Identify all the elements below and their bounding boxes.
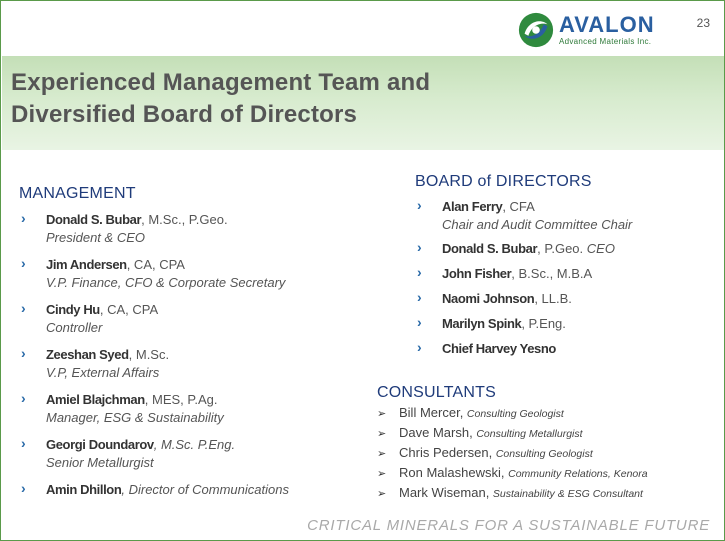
director-credentials: , CFA — [502, 199, 535, 214]
consultant-name: Bill Mercer — [399, 405, 460, 420]
director-credentials: , P.Eng. — [521, 316, 566, 331]
bullet-chevron-icon: › — [21, 480, 26, 496]
bullet-chevron-icon: › — [417, 239, 422, 255]
bullet-arrow-icon: ➢ — [377, 468, 387, 480]
director-name: John Fisher — [442, 266, 512, 281]
board-name-line — [442, 340, 715, 358]
consultant-name: Ron Malashewski — [399, 465, 501, 480]
person-role: V.P. Finance, CFO & Corporate Secretary — [46, 275, 286, 290]
management-list — [19, 211, 359, 509]
footer-tagline: CRITICAL MINERALS FOR A SUSTAINABLE FUTURE — [307, 517, 710, 534]
board-name-line — [442, 265, 715, 283]
management-item — [19, 211, 359, 246]
bullet-chevron-icon: › — [417, 339, 422, 355]
consultant-separator: , — [485, 485, 493, 500]
slide-title — [11, 67, 430, 131]
person-role: Senior Metallurgist — [46, 455, 154, 470]
board-item — [415, 265, 715, 283]
person-credentials: , M.Sc. — [128, 347, 170, 362]
board-name-line — [442, 315, 715, 333]
consultant-name: Mark Wiseman — [399, 485, 486, 500]
company-logo — [517, 11, 655, 49]
person-credentials: , Director of Communications — [121, 482, 289, 497]
management-item — [19, 481, 359, 499]
bullet-chevron-icon: › — [21, 210, 26, 226]
management-name-line — [46, 211, 359, 229]
director-name: Marilyn Spink — [442, 316, 522, 331]
person-role: Controller — [46, 320, 103, 335]
avalon-logo-icon — [517, 11, 555, 49]
consultant-role: Consulting Metallurgist — [476, 428, 583, 440]
board-name-line — [442, 290, 715, 308]
consultant-role: Sustainability & ESG Consultant — [492, 488, 643, 500]
title-line-2: Diversified Board of Directors — [11, 101, 358, 128]
board-heading: BOARD of DIRECTORS — [415, 173, 592, 190]
director-credentials: , P.Geo. — [537, 241, 587, 256]
bullet-chevron-icon: › — [21, 345, 26, 361]
consultant-item — [375, 445, 715, 462]
management-name-line — [46, 256, 359, 274]
person-name: Cindy Hu — [46, 302, 100, 317]
management-item — [19, 391, 359, 426]
bullet-chevron-icon: › — [417, 197, 422, 213]
person-credentials: , M.Sc. P.Eng. — [153, 437, 236, 452]
page-number: 23 — [696, 16, 710, 30]
board-item — [415, 315, 715, 333]
person-name: Amiel Blajchman — [46, 392, 145, 407]
bullet-chevron-icon: › — [417, 314, 422, 330]
logo-name: AVALON — [559, 12, 655, 37]
board-item — [415, 290, 715, 308]
person-name: Jim Andersen — [46, 257, 127, 272]
bullet-arrow-icon: ➢ — [377, 448, 387, 460]
bullet-chevron-icon: › — [21, 300, 26, 316]
board-item — [415, 340, 715, 358]
management-item — [19, 436, 359, 471]
director-name: Alan Ferry — [442, 199, 503, 214]
consultant-separator: , — [488, 445, 496, 460]
bullet-chevron-icon: › — [21, 390, 26, 406]
director-role: Chair and Audit Committee Chair — [442, 217, 633, 232]
consultant-separator: , — [459, 405, 467, 420]
consultant-separator: , — [469, 425, 477, 440]
consultant-name: Dave Marsh — [399, 425, 470, 440]
consultant-item — [375, 485, 715, 502]
person-name: Georgi Doundarov — [46, 437, 154, 452]
person-name: Zeeshan Syed — [46, 347, 129, 362]
bullet-chevron-icon: › — [417, 264, 422, 280]
person-name: Amin Dhillon — [46, 482, 122, 497]
bullet-chevron-icon: › — [417, 289, 422, 305]
management-name-line — [46, 346, 359, 364]
person-role: V.P, External Affairs — [46, 365, 160, 380]
board-item — [415, 198, 715, 233]
director-role: CEO — [586, 241, 615, 256]
board-name-line — [442, 240, 715, 258]
board-list — [415, 198, 715, 365]
director-name: Chief Harvey Yesno — [442, 341, 556, 356]
director-credentials: , LL.B. — [534, 291, 572, 306]
consultant-item — [375, 425, 715, 442]
management-name-line — [46, 481, 359, 499]
person-role: President & CEO — [46, 230, 145, 245]
bullet-arrow-icon: ➢ — [377, 428, 387, 440]
management-name-line — [46, 391, 359, 409]
person-credentials: , CA, CPA — [126, 257, 185, 272]
consultants-heading: CONSULTANTS — [377, 384, 496, 401]
logo-subtitle: Advanced Materials Inc. — [559, 37, 652, 46]
management-name-line — [46, 301, 359, 319]
consultant-role: Community Relations, Kenora — [508, 468, 648, 480]
consultant-role: Consulting Geologist — [495, 448, 593, 460]
consultant-item — [375, 405, 715, 422]
consultant-role: Consulting Geologist — [466, 408, 564, 420]
consultant-name: Chris Pedersen — [399, 445, 489, 460]
consultants-list — [375, 405, 715, 505]
bullet-arrow-icon: ➢ — [377, 408, 387, 420]
management-item — [19, 346, 359, 381]
title-line-1: Experienced Management Team and — [11, 69, 431, 96]
board-name-line — [442, 198, 715, 216]
director-credentials: , B.Sc., M.B.A — [511, 266, 593, 281]
person-role: Manager, ESG & Sustainability — [46, 410, 224, 425]
consultant-item — [375, 465, 715, 482]
management-item — [19, 301, 359, 336]
person-credentials: , MES, P.Ag. — [144, 392, 218, 407]
bullet-chevron-icon: › — [21, 435, 26, 451]
management-name-line — [46, 436, 359, 454]
management-item — [19, 256, 359, 291]
person-credentials: , CA, CPA — [99, 302, 159, 317]
bullet-chevron-icon: › — [21, 255, 26, 271]
board-item — [415, 240, 715, 258]
management-heading: MANAGEMENT — [19, 185, 136, 202]
director-name: Donald S. Bubar — [442, 241, 538, 256]
bullet-arrow-icon: ➢ — [377, 488, 387, 500]
person-name: Donald S. Bubar — [46, 212, 142, 227]
director-name: Naomi Johnson — [442, 291, 535, 306]
consultant-separator: , — [500, 465, 509, 480]
person-credentials: , M.Sc., P.Geo. — [141, 212, 228, 227]
